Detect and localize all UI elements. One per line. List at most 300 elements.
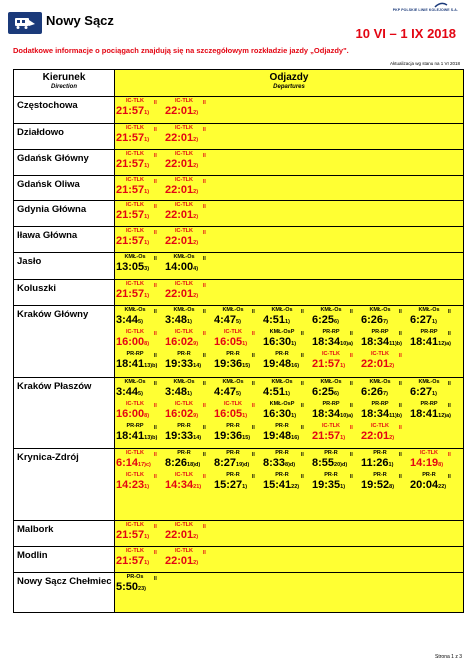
departures-cell (115, 547, 464, 573)
departure-time-wrap (116, 261, 149, 275)
departure-entry (116, 423, 165, 445)
departure-time: 18:34 (312, 336, 341, 348)
departure-entry (116, 177, 165, 199)
class-mark: II (252, 452, 255, 458)
departure-entry (410, 472, 459, 494)
departure-time-wrap (410, 457, 443, 471)
departure-time-wrap (165, 336, 198, 350)
footnote-ref: 1) (291, 341, 297, 347)
departure-entry (165, 351, 214, 373)
class-mark: II (301, 403, 304, 409)
departure-time: 16:05 (214, 408, 243, 420)
footnote-ref: 10)a) (340, 341, 353, 347)
departure-time: 22:01 (165, 288, 194, 300)
departure-time: 21:57 (116, 209, 145, 221)
page-number: Strona 1 z 3 (435, 654, 462, 660)
footnote-ref: 2) (193, 189, 199, 195)
departure-time: 4:51 (263, 386, 286, 398)
departure-time: 16:30 (263, 336, 292, 348)
departure-entry (165, 450, 214, 472)
departures-cell (115, 201, 464, 227)
departure-time-wrap (214, 430, 250, 444)
footnote-ref: 1) (144, 137, 150, 143)
departure-time: 21:57 (116, 105, 145, 117)
footnote-ref: 1) (242, 413, 248, 419)
footnote-ref: 1) (432, 319, 437, 325)
departure-entry (165, 228, 214, 250)
departure-entry (312, 472, 361, 494)
departure-time: 8:55 (312, 457, 335, 469)
departure-time: 19:33 (165, 430, 194, 442)
departures-grid (116, 379, 463, 445)
footnote-ref: 1) (285, 391, 290, 397)
departure-time-wrap (263, 408, 296, 422)
departure-time: 18:34 (312, 408, 341, 420)
departure-time: 18:41 (410, 336, 439, 348)
class-mark: II (154, 550, 157, 556)
footnote-ref: 5) (138, 319, 143, 325)
departure-time-wrap (116, 158, 149, 172)
train-category: IC-TLK (125, 548, 145, 554)
class-mark: II (203, 283, 206, 289)
train-category: PR-R (275, 472, 289, 478)
footnote-ref: 5) (236, 319, 241, 325)
train-category: IC-TLK (125, 125, 145, 131)
departure-time: 15:27 (214, 479, 243, 491)
departure-time-wrap (165, 358, 201, 372)
departure-time: 3:44 (116, 314, 139, 326)
departure-time-wrap (116, 386, 143, 400)
class-mark: II (252, 425, 255, 431)
departure-time: 6:26 (361, 314, 384, 326)
train-category: IC-TLK (419, 450, 439, 456)
departure-time-wrap (263, 386, 290, 400)
class-mark: II (252, 403, 255, 409)
departure-entry (116, 281, 165, 303)
departure-time-wrap (165, 430, 201, 444)
train-category: KMŁ-Os (418, 379, 440, 385)
departure-time-wrap (165, 555, 198, 569)
departures-header (115, 70, 464, 97)
departure-time-wrap (214, 479, 247, 493)
departure-time: 6:25 (312, 386, 335, 398)
departures-cell (115, 280, 464, 306)
class-mark: II (301, 452, 304, 458)
departure-time-wrap (116, 479, 149, 493)
departure-time: 19:33 (165, 358, 194, 370)
footnote-ref: 15) (242, 363, 251, 369)
departure-time-wrap (165, 288, 198, 302)
departure-entry (361, 401, 410, 423)
departure-time: 6:26 (361, 386, 384, 398)
info-note: Dodatkowe informacje o pociągach znajdują się na szczegółowym rozkładzie jazdy „Odjazdy". (13, 46, 349, 55)
footnote-ref: 17)c) (138, 462, 151, 468)
train-category: PR-R (177, 450, 191, 456)
class-mark: II (399, 309, 402, 315)
departure-time-wrap (361, 408, 402, 422)
departures-grid (116, 98, 463, 120)
departure-time: 15:41 (263, 479, 292, 491)
departures-grid (116, 254, 463, 276)
departures-header-label: Odjazdy (269, 72, 309, 83)
departure-time-wrap (116, 336, 149, 350)
departure-time: 22:01 (165, 529, 194, 541)
direction-cell: Częstochowa (14, 97, 115, 124)
departures-cell (115, 124, 464, 150)
class-mark: II (301, 331, 304, 337)
departure-entry (165, 177, 214, 199)
train-category: PR-R (177, 351, 191, 357)
class-mark: II (203, 204, 206, 210)
train-category: IC-TLK (125, 228, 145, 234)
footnote-ref: 6) (334, 319, 339, 325)
departure-time-wrap (165, 132, 198, 146)
departure-entry (410, 329, 459, 351)
class-mark: II (203, 524, 206, 530)
train-category: PR-R (226, 423, 240, 429)
departure-entry (214, 351, 263, 373)
departures-cell (115, 97, 464, 124)
footnote-ref: 7) (383, 391, 388, 397)
footnote-ref: 6) (334, 391, 339, 397)
departure-entry (410, 307, 459, 329)
departure-entry (312, 329, 361, 351)
footnote-ref: 12)a) (438, 413, 451, 419)
class-mark: II (252, 381, 255, 387)
footnote-ref: 14) (193, 363, 202, 369)
class-mark: II (154, 381, 157, 387)
class-mark: II (154, 309, 157, 315)
departure-entry (165, 307, 214, 329)
train-category: IC-TLK (125, 151, 145, 157)
departure-time-wrap (263, 358, 299, 372)
departures-cell (115, 573, 464, 613)
timetable-row (14, 547, 464, 573)
class-mark: II (301, 309, 304, 315)
departure-time-wrap (116, 184, 149, 198)
departure-time: 22:01 (165, 235, 194, 247)
footnote-ref: 18)d) (187, 462, 201, 468)
footnote-ref: 22) (291, 484, 300, 490)
class-mark: II (154, 425, 157, 431)
class-mark: II (448, 474, 451, 480)
departure-time: 4:51 (263, 314, 286, 326)
departure-time-wrap (165, 479, 201, 493)
departure-time-wrap (312, 386, 339, 400)
direction-cell: Nowy Sącz Chełmiec (14, 573, 115, 613)
departure-time: 22:01 (165, 209, 194, 221)
departure-entry (361, 379, 410, 401)
footnote-ref: 2) (193, 560, 199, 566)
footnote-ref: 2) (389, 363, 395, 369)
footnote-ref: 2) (193, 137, 199, 143)
departure-time-wrap (361, 430, 394, 444)
class-mark: II (203, 153, 206, 159)
departures-grid (116, 228, 463, 250)
departures-grid (116, 307, 463, 373)
departure-time: 22:01 (165, 158, 194, 170)
departure-entry (165, 379, 214, 401)
departure-time: 16:00 (116, 336, 145, 348)
footnote-ref: 1) (285, 319, 290, 325)
departure-entry (263, 307, 312, 329)
departure-time-wrap (116, 555, 149, 569)
departure-entry (116, 254, 165, 276)
departure-time-wrap (116, 529, 149, 543)
departure-time: 19:48 (263, 430, 292, 442)
train-category: IC-TLK (370, 423, 390, 429)
departure-time: 3:44 (116, 386, 139, 398)
direction-cell: Krynica-Zdrój (14, 449, 115, 521)
class-mark: II (252, 474, 255, 480)
departure-time: 21:57 (116, 158, 145, 170)
class-mark: II (350, 309, 353, 315)
departure-time-wrap (263, 430, 299, 444)
departure-entry (312, 450, 361, 472)
departure-entry (312, 307, 361, 329)
train-category: PR-R (226, 472, 240, 478)
class-mark: II (252, 353, 255, 359)
timetable-row (14, 280, 464, 306)
departure-entry (214, 423, 263, 445)
departure-time-wrap (116, 457, 151, 471)
footnote-ref: 22) (438, 484, 447, 490)
train-category: IC-TLK (174, 522, 194, 528)
departure-entry (312, 351, 361, 373)
departure-time: 22:01 (165, 132, 194, 144)
departure-time-wrap (312, 430, 345, 444)
class-mark: II (154, 576, 157, 582)
footnote-ref: 13)b) (144, 363, 158, 369)
departure-time: 22:01 (165, 184, 194, 196)
train-category: PR-R (226, 351, 240, 357)
footnote-ref: 1) (388, 462, 394, 468)
departure-entry (312, 379, 361, 401)
direction-cell: Kraków Główny (14, 306, 115, 378)
train-category: IC-TLK (174, 98, 194, 104)
direction-header-sub: Direction (50, 84, 77, 90)
timetable-row (14, 176, 464, 201)
footnote-ref: 15) (242, 435, 251, 441)
departure-entry (410, 401, 459, 423)
train-category: IC-TLK (125, 281, 145, 287)
departure-entry (214, 401, 263, 423)
departure-time-wrap (116, 132, 149, 146)
train-category: IC-TLK (321, 423, 341, 429)
train-category: KMŁ-Os (173, 379, 195, 385)
departure-time: 11:26 (361, 457, 389, 469)
departure-time-wrap (361, 314, 388, 328)
footnote-ref: 1) (144, 534, 150, 540)
footnote-ref: 9) (193, 341, 199, 347)
departure-time-wrap (410, 408, 451, 422)
departure-time: 14:23 (116, 479, 145, 491)
departures-grid (116, 177, 463, 199)
direction-cell: Iława Główna (14, 227, 115, 253)
departure-entry (116, 522, 165, 544)
class-mark: II (399, 353, 402, 359)
class-mark: II (154, 153, 157, 159)
train-category: PR-R (324, 472, 338, 478)
departures-cell (115, 306, 464, 378)
departure-time: 20:04 (410, 479, 439, 491)
footnote-ref: 8) (389, 484, 395, 490)
direction-cell: Działdowo (14, 124, 115, 150)
class-mark: II (203, 256, 206, 262)
class-mark: II (154, 230, 157, 236)
train-category: IC-TLK (125, 98, 145, 104)
departure-time: 16:30 (263, 408, 292, 420)
direction-header (14, 70, 115, 97)
train-category: KMŁ-Os (320, 379, 342, 385)
departure-entry (165, 281, 214, 303)
departure-time: 19:36 (214, 358, 243, 370)
timetable-row (14, 378, 464, 449)
departure-entry (214, 329, 263, 351)
departures-grid (116, 574, 463, 596)
departure-time-wrap (361, 336, 402, 350)
departure-time: 19:36 (214, 430, 243, 442)
train-category: PR-R (373, 450, 387, 456)
footnote-ref: 20)d) (334, 462, 348, 468)
departure-entry (116, 202, 165, 224)
departure-entry (165, 254, 214, 276)
class-mark: II (203, 403, 206, 409)
class-mark: II (350, 403, 353, 409)
departure-time: 21:57 (116, 184, 145, 196)
departure-time-wrap (361, 457, 393, 471)
departure-entry (116, 329, 165, 351)
class-mark: II (252, 331, 255, 337)
train-category: PR-R (275, 423, 289, 429)
departure-entry (263, 450, 312, 472)
departure-entry (116, 351, 165, 373)
departure-entry (361, 450, 410, 472)
departure-entry (361, 329, 410, 351)
train-category: KMŁ-OsP (269, 329, 295, 335)
departure-entry (263, 423, 312, 445)
departure-time-wrap (312, 479, 345, 493)
departure-time: 16:05 (214, 336, 243, 348)
departure-entry (165, 472, 214, 494)
footnote-ref: 19)d) (236, 462, 250, 468)
train-category: KMŁ-Os (124, 254, 146, 260)
departures-cell (115, 521, 464, 547)
departure-time: 14:34 (165, 479, 194, 491)
departure-time-wrap (263, 457, 295, 471)
train-category: IC-TLK (125, 177, 145, 183)
departures-cell (115, 253, 464, 280)
direction-cell: Kraków Płaszów (14, 378, 115, 449)
train-category: KMŁ-Os (124, 379, 146, 385)
departure-time: 6:27 (410, 314, 433, 326)
train-category: KMŁ-OsP (269, 401, 295, 407)
departure-time: 4:47 (214, 314, 237, 326)
footnote-ref: 1) (187, 391, 192, 397)
departure-time: 21:57 (116, 288, 145, 300)
train-category: PR-Os (126, 574, 144, 580)
footnote-ref: 10)a) (340, 413, 353, 419)
train-category: IC-TLK (125, 202, 145, 208)
footnote-ref: 16) (291, 435, 300, 441)
departure-entry (116, 472, 165, 494)
departure-entry (214, 307, 263, 329)
departure-time-wrap (165, 158, 198, 172)
departure-entry (263, 329, 312, 351)
departure-entry (165, 98, 214, 120)
train-category: KMŁ-Os (271, 307, 293, 313)
departure-time: 21:57 (312, 430, 341, 442)
footnote-ref: 1) (432, 391, 437, 397)
train-category: PR-R (275, 351, 289, 357)
departure-time-wrap (410, 314, 437, 328)
timetable-row (14, 124, 464, 150)
train-category: KMŁ-Os (369, 307, 391, 313)
train-category: IC-TLK (223, 329, 243, 335)
departure-time-wrap (165, 457, 200, 471)
departure-time-wrap (312, 408, 353, 422)
departure-time-wrap (116, 105, 149, 119)
footnote-ref: 1) (144, 293, 150, 299)
footnote-ref: 1) (242, 341, 248, 347)
timetable-row (14, 97, 464, 124)
class-mark: II (154, 204, 157, 210)
departure-time-wrap (165, 529, 198, 543)
departure-entry (116, 151, 165, 173)
class-mark: II (350, 353, 353, 359)
departure-time-wrap (214, 457, 249, 471)
footnote-ref: 1) (291, 413, 297, 419)
departure-time-wrap (165, 235, 198, 249)
departure-time: 21:57 (116, 529, 145, 541)
train-category: IC-TLK (174, 281, 194, 287)
departures-grid (116, 125, 463, 147)
train-category: IC-TLK (174, 472, 194, 478)
departure-entry (361, 351, 410, 373)
footnote-ref: 11)b) (389, 341, 402, 347)
train-category: IC-TLK (174, 177, 194, 183)
departure-time-wrap (165, 314, 192, 328)
station-title: Nowy Sącz (46, 13, 114, 28)
departure-entry (263, 472, 312, 494)
footnote-ref: 1) (340, 435, 346, 441)
departure-time-wrap (116, 581, 146, 595)
departure-entry (361, 423, 410, 445)
departures-grid (116, 151, 463, 173)
class-mark: II (448, 331, 451, 337)
departure-entry (165, 522, 214, 544)
train-category: KMŁ-Os (124, 307, 146, 313)
footnote-ref: 2) (193, 214, 199, 220)
departure-entry (116, 125, 165, 147)
train-category: KMŁ-Os (222, 379, 244, 385)
footnote-ref: 1) (144, 240, 150, 246)
train-category: IC-TLK (174, 125, 194, 131)
departure-time-wrap (312, 358, 345, 372)
departure-time-wrap (361, 358, 394, 372)
class-mark: II (203, 381, 206, 387)
departure-entry (116, 401, 165, 423)
departure-time: 6:14 (116, 457, 139, 469)
class-mark: II (350, 425, 353, 431)
class-mark: II (154, 452, 157, 458)
train-category: IC-TLK (125, 401, 145, 407)
footnote-ref: 8) (144, 341, 150, 347)
footnote-ref: 14) (193, 435, 202, 441)
train-category: IC-TLK (125, 472, 145, 478)
class-mark: II (154, 353, 157, 359)
class-mark: II (350, 381, 353, 387)
